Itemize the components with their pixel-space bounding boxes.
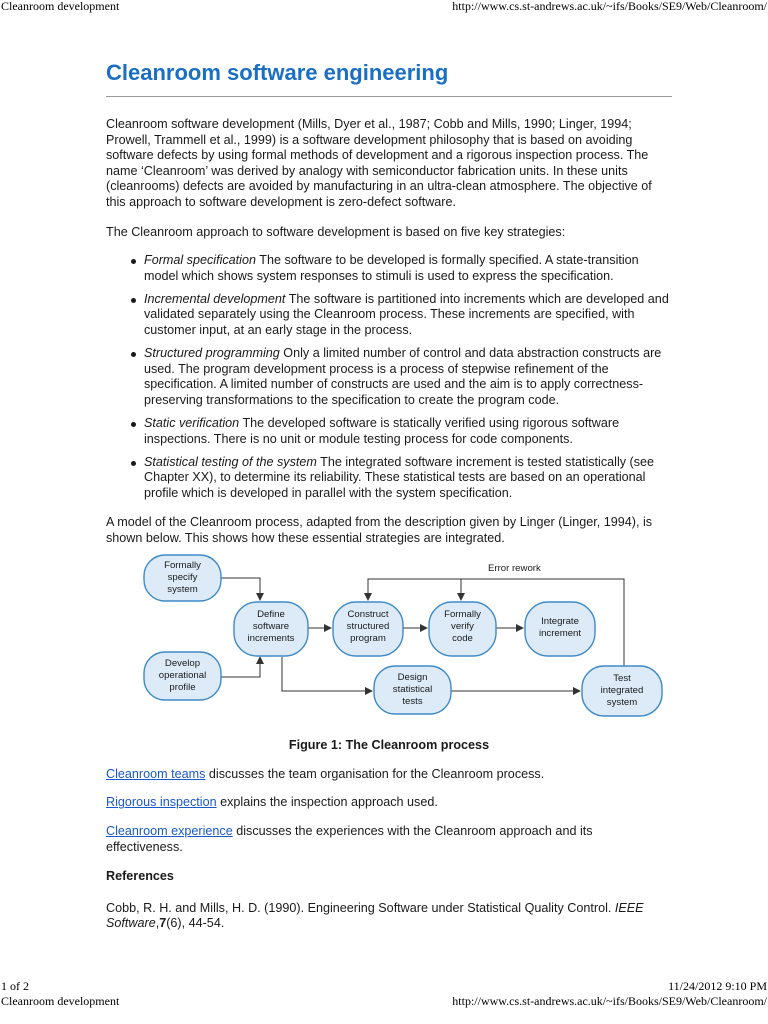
- svg-text:operational: operational: [158, 669, 207, 681]
- page-title: Cleanroom software engineering: [106, 58, 672, 97]
- svg-text:verify: verify: [451, 620, 474, 632]
- strategy-text: The software to be developed is formally specified. A state-transition model which shows system responses to stimuli is used to express the specification.: [144, 253, 639, 283]
- svg-text:system: system: [606, 696, 638, 708]
- svg-text:increments: increments: [247, 632, 295, 644]
- svg-text:Formally: Formally: [164, 559, 201, 571]
- svg-text:Design: Design: [397, 671, 428, 683]
- print-datetime: 11/24/2012 9:10 PM: [668, 979, 767, 993]
- print-header-url: http://www.cs.st-andrews.ac.uk/~ifs/Books/SE9/Web/Cleanroom/: [452, 0, 767, 13]
- svg-text:Integrate: Integrate: [541, 615, 579, 627]
- node-construct-structured-program: [333, 602, 403, 656]
- figure-caption: Figure 1: The Cleanroom process: [288, 738, 490, 753]
- strategies-list: [106, 253, 672, 501]
- reference-pages: (6), 44-54.: [166, 916, 225, 931]
- rigorous-inspection-link[interactable]: Rigorous inspection: [106, 795, 217, 810]
- node-test-integrated-system: [582, 666, 662, 716]
- print-footer-next-header: [0, 994, 768, 1009]
- strategy-term: Incremental development: [144, 291, 286, 306]
- reference-comma: ,: [155, 916, 160, 931]
- svg-text:Define: Define: [257, 608, 285, 620]
- print-footer-title: Cleanroom development: [1, 994, 120, 1008]
- edge-formal-to-define: [221, 578, 260, 600]
- strategy-term: Structured programming: [144, 346, 280, 361]
- reference-volume: 7: [159, 916, 167, 931]
- node-integrate-increment: [525, 602, 595, 656]
- edge-develop-to-define: [221, 657, 260, 677]
- svg-text:software: software: [252, 620, 290, 632]
- node-formally-verify-code: [429, 602, 496, 656]
- print-footer-page: [0, 979, 768, 994]
- svg-text:Construct: Construct: [347, 608, 389, 620]
- svg-text:Develop: Develop: [164, 657, 201, 669]
- svg-text:tests: tests: [402, 695, 423, 707]
- node-define-software-increments: [234, 602, 308, 656]
- node-develop-operational-profile: [144, 652, 221, 700]
- strategy-term: Static verification: [144, 416, 240, 430]
- link-paragraph-teams: [106, 767, 672, 783]
- reference-entry: [106, 901, 672, 932]
- svg-text:increment: increment: [538, 627, 582, 639]
- edge-define-to-design: [282, 657, 372, 691]
- list-item: [144, 292, 672, 339]
- link-description: discusses the team organisation for the Cleanroom process.: [205, 766, 545, 781]
- svg-text:Formally: Formally: [444, 608, 481, 620]
- print-header-title: Cleanroom development: [1, 0, 120, 13]
- node-formally-specify-system: [144, 555, 221, 601]
- svg-text:code: code: [452, 632, 473, 644]
- svg-text:profile: profile: [169, 681, 196, 693]
- svg-text:structured: structured: [346, 620, 390, 632]
- svg-text:statistical: statistical: [392, 683, 433, 695]
- strategy-text: The software is partitioned into increments which are developed and validated separately using the Cleanroom process. These increments are specified, with customer input, at an early stage in the process.: [144, 291, 669, 338]
- strategies-lead: The Cleanroom approach to software development is based on five key strategies:: [106, 224, 566, 239]
- link-paragraph-experience: [106, 824, 672, 855]
- strategy-term: Statistical testing of the system: [144, 454, 317, 469]
- svg-text:program: program: [350, 632, 386, 644]
- print-header: [0, 0, 768, 14]
- cleanroom-teams-link[interactable]: Cleanroom teams: [106, 766, 206, 781]
- model-paragraph: A model of the Cleanroom process, adapted from the description given by Linger (Linger, 1994), is shown below. This shows how these essential strategies are integrated.: [106, 515, 653, 546]
- error-rework-label: Error rework: [488, 562, 541, 574]
- reference-journal: IEEE Software: [106, 900, 644, 931]
- node-design-statistical-tests: [374, 666, 451, 714]
- references-heading: References: [106, 869, 174, 884]
- strategy-text: The developed software is statically verified using rigorous software inspections. There is no unit or module testing process for code components.: [144, 416, 620, 446]
- cleanroom-process-diagram: [140, 554, 672, 729]
- reference-authors: Cobb, R. H. and Mills, H. D. (1990). Engineering Software under Statistical Quality Control.: [106, 900, 615, 915]
- svg-text:Test: Test: [613, 672, 631, 684]
- intro-paragraph: Cleanroom software development (Mills, Dyer et al., 1987; Cobb and Mills, 1990; Linger, 1994; Prowell, Trammell et al., 1999) is a software development philosophy that is based on avoiding software defects by using formal methods of development and a rigorous inspection process. The name ‘Cleanroom’ was derived by analogy with semiconductor fabrication units. In these units (cleanrooms) defects are avoided by manufacturing in an ultra-clean atmosphere. The objective of this approach to software development is zero-defect software.: [106, 117, 652, 209]
- cleanroom-experience-link[interactable]: Cleanroom experience: [106, 824, 233, 839]
- svg-text:system: system: [167, 583, 198, 595]
- strategy-text: The integrated software increment is tested statistically (see Chapter XX), to determine its reliability. These statistical tests are based on an operational profile which is developed in parallel with the system specification.: [144, 454, 655, 500]
- link-description: explains the inspection approach used.: [216, 795, 438, 810]
- list-item: [144, 346, 672, 408]
- article: [106, 58, 672, 932]
- strategy-term: Formal specification: [144, 253, 256, 268]
- print-footer-url: http://www.cs.st-andrews.ac.uk/~ifs/Books/SE9/Web/Cleanroom/: [452, 994, 767, 1008]
- list-item: [144, 455, 672, 502]
- strategy-text: Only a limited number of control and data abstraction constructs are used. The program development process is a process of stepwise refinement of the specification. A limited number of constructs are used and the aim is to apply correctness-preserving transformations to the specification to create the program code.: [144, 346, 662, 407]
- list-item: [144, 416, 672, 447]
- link-description: discusses the experiences with the Cleanroom approach and its effectiveness.: [106, 824, 593, 854]
- svg-text:integrated: integrated: [600, 684, 644, 696]
- page-count: 1 of 2: [1, 979, 29, 993]
- svg-text:specify: specify: [167, 571, 198, 583]
- link-paragraph-inspection: [106, 795, 672, 811]
- list-item: [144, 253, 672, 284]
